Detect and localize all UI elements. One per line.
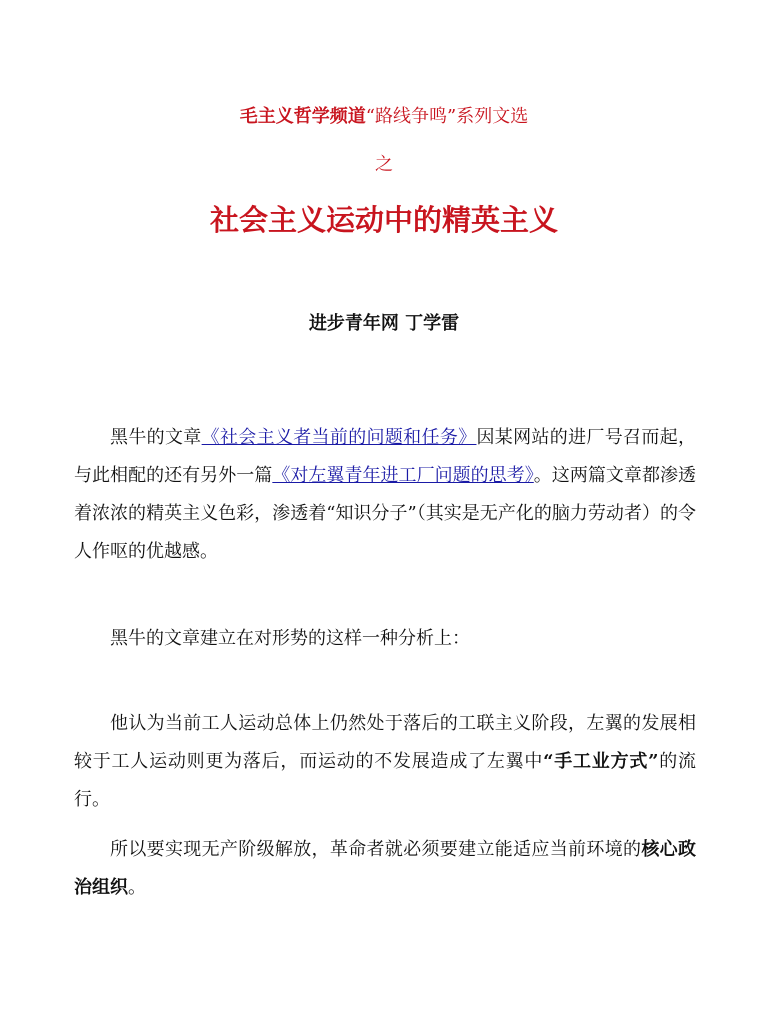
paragraph-text: 因某网站的进厂号召而起，与此相配的还有另外一篇 bbox=[74, 427, 697, 486]
paragraph-text: 他认为当前工人运动总体上仍然处于落后的工联主义阶段，左翼的发展相较于工人运动则更为落后，而运动的不发展造成了左翼中 bbox=[74, 713, 696, 772]
article-link-left-youth-factory[interactable]: 《对左翼青年进工厂问题的思考》 bbox=[272, 465, 534, 486]
article-title: 社会主义运动中的精英主义 bbox=[209, 203, 558, 237]
series-name: “路线争鸣”系列文选 bbox=[365, 106, 529, 127]
series-connector: 之 bbox=[375, 154, 393, 175]
emphasis-handicraft-mode: “手工业方式” bbox=[543, 751, 659, 772]
paragraph-text: 所以要实现无产阶级解放，革命者就必须要建立能适应当前环境的 bbox=[110, 839, 642, 860]
paragraph-2 bbox=[74, 620, 696, 658]
paragraph-1 bbox=[74, 419, 696, 571]
paragraph-text: 的流行。 bbox=[74, 751, 697, 810]
article-byline: 进步青年网 丁学雷 bbox=[308, 313, 460, 334]
article-link-socialist-tasks[interactable]: 《社会主义者当前的问题和任务》 bbox=[201, 427, 477, 448]
paragraph-text: 。这两篇文章都渗透着浓浓的精英主义色彩，渗透着“知识分子”（其实是无产化的脑力劳动者）的令人作呕的优越感。 bbox=[74, 465, 697, 562]
paragraph-text: 。 bbox=[128, 877, 146, 898]
series-channel-name: 毛主义哲学频道 bbox=[239, 106, 366, 127]
paragraph-text: 黑牛的文章 bbox=[110, 427, 202, 448]
paragraph-text: 黑牛的文章建立在对形势的这样一种分析上： bbox=[110, 628, 470, 649]
series-heading bbox=[0, 104, 768, 130]
paragraph-4 bbox=[74, 831, 696, 907]
paragraph-3 bbox=[74, 705, 696, 819]
emphasis-core-organization: 核心政治组织 bbox=[74, 839, 697, 898]
